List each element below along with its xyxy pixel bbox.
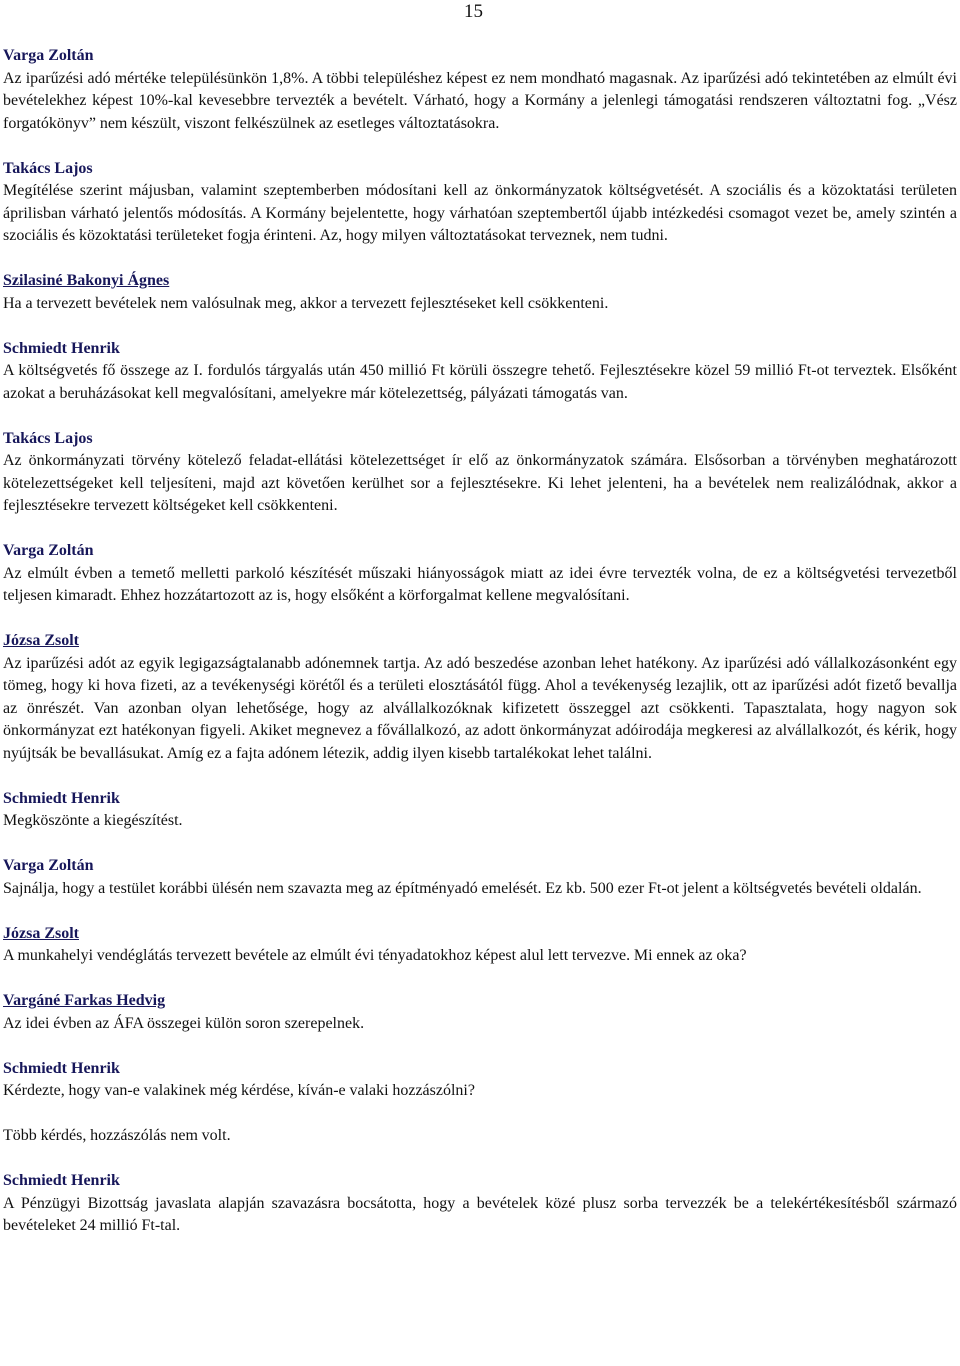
speech-text: Az elmúlt évben a temető melletti parkoló készítését műszaki hiányosságok miatt az idei évre tervezték volna, de ez a költségvetési tervezetből teljesen kimaradt. Ehhez hozzátartozott az is, hogy elsőként a körforgalmat kellene megvalósítani. — [3, 564, 957, 604]
speech-entry — [3, 338, 957, 406]
speaker-name: Varga Zoltán — [3, 857, 94, 874]
speech-text: A munkahelyi vendéglátás tervezett bevétele az elmúlt évi tényadatokhoz képest alul lett tervezve. Mi ennek az oka? — [3, 947, 747, 964]
speech-text: A költségvetés fő összege az I. fordulós tárgyalás után 450 millió Ft körüli összegre tehető. Fejlesztésekre közel 59 millió Ft-ot terveztek. Elsőként azokat a beruházásokat kell megvalósítani, amelyekre már kötelezettség, pályázati támogatás van. — [3, 362, 957, 402]
speech-text: Az idei évben az ÁFA összegei külön soron szerepelnek. — [3, 1014, 365, 1032]
speaker-name: Takács Lajos — [3, 159, 93, 177]
speaker-name: Schmiedt Henrik — [3, 789, 120, 807]
speaker-name: Józsa Zsolt — [3, 924, 79, 942]
speech-text: Kérdezte, hogy van-e valakinek még kérdése, kíván-e valaki hozzászólni? — [3, 1082, 475, 1099]
speech-text: Sajnálja, hogy a testület korábbi ülésén nem szavazta meg az építményadó emelését. Ez kb. 500 ezer Ft-ot jelent a költségvetés bevételi oldalán. — [3, 879, 922, 897]
speech-text: Az önkormányzati törvény kötelező feladat-ellátási kötelezettséget ír elő az önkormányzatok számára. Elsősorban a törvényben meghatározott kötelezettségeket kell teljesíteni, majd azt követően kerülhet sor a fejlesztésekre. Ki lehet jelenteni, ha a bevételek nem realizálódnak, akkor a fejlesztésekre tervezett költségeket kell csökkenteni. — [3, 452, 957, 514]
speech-entry — [3, 923, 957, 968]
speech-text: Ha a tervezett bevételek nem valósulnak meg, akkor a tervezett fejlesztéseket kell csökkenteni. — [3, 294, 609, 312]
speaker-name: Szilasiné Bakonyi Ágnes — [3, 272, 170, 289]
speaker-name: Takács Lajos — [3, 429, 93, 447]
speech-text: Az iparűzési adó mértéke településünkön 1,8%. A többi településhez képest ez nem mondható magasnak. Az iparűzési adó tekintetében az elmúlt évi bevételekhez képest 10%-kal kevesebbre tervezték a bevételt. Várható, hogy a Kormány a jelenlegi támogatási rendszeren változtatni fog. „Vész forgatókönyv” nem készült, viszont felkészülnek az esetleges változtatásokra. — [3, 69, 957, 132]
speech-entry — [3, 428, 957, 518]
speaker-name: Vargáné Farkas Hedvig — [3, 992, 166, 1009]
speech-entry — [3, 158, 957, 248]
speaker-name: Józsa Zsolt — [3, 632, 79, 649]
speech-text: Több kérdés, hozzászólás nem volt. — [3, 1127, 231, 1144]
speaker-name: Schmiedt Henrik — [3, 1059, 120, 1077]
speech-entry — [3, 1170, 957, 1238]
page-number: 15 — [464, 1, 483, 22]
speech-text: Megköszönte a kiegészítést. — [3, 812, 183, 829]
speaker-name: Varga Zoltán — [3, 47, 94, 64]
speech-entry — [3, 45, 957, 135]
speaker-name: Varga Zoltán — [3, 542, 94, 559]
speech-text: Az iparűzési adót az egyik legigazságtalanabb adónemnek tartja. Az adó beszedése azonban lehet hatékony. Az iparűzési adó vállalkozásonként egy tömeg, hogy ki hova fizeti, az a tevékenységi körétől és a területi elosztásától függ. Ahol a tevékenység lezajlik, ott az iparűzési adót fizető bevallja az önrészét. Van azonban olyan lehetősége, hogy az alvállalkozóknak kifizetett összeggel azt csökkenti. Tapasztalata, hogy nagyon sok önkormányzat ezt hatékonyan figyeli. Akiket megnevez a fővállalkozó, az adott önkormányzat adóirodája megkeresi az alvállalkozót, és kérik, hogy nyújtsák be bevallásukat. Amíg ez a fajta adónem létezik, addig ilyen kisebb tartalékokat lehet találni. — [3, 654, 957, 762]
speech-entry — [3, 630, 957, 765]
speech-entry — [3, 1058, 957, 1103]
speaker-name: Schmiedt Henrik — [3, 339, 120, 357]
speech-entry — [3, 270, 957, 315]
speaker-name: Schmiedt Henrik — [3, 1172, 120, 1189]
speech-text: A Pénzügyi Bizottság javaslata alapján szavazásra bocsátotta, hogy a bevételek közé plusz sorba tervezzék be a telekértékesítésből származó bevételeket 24 millió Ft-tal. — [3, 1194, 957, 1234]
closing-note — [3, 1125, 957, 1148]
speech-entry — [3, 788, 957, 833]
speech-entry — [3, 855, 957, 900]
speech-entry — [3, 990, 957, 1035]
speech-text: Megítélése szerint májusban, valamint szeptemberben módosítani kell az önkormányzatok költségvetését. A szociális és a közoktatási területen áprilisban várható jelentős módosítás. A Kormány bejelentette, hogy várhatóan szeptembertől újabb intézkedési csomagot vezet be, amely szintén a szociális és közoktatási területeket fogja érinteni. Az, hogy milyen változtatásokat terveznek, nem tudni. — [3, 182, 957, 244]
minutes-body — [3, 45, 957, 1238]
speech-entry — [3, 540, 957, 608]
